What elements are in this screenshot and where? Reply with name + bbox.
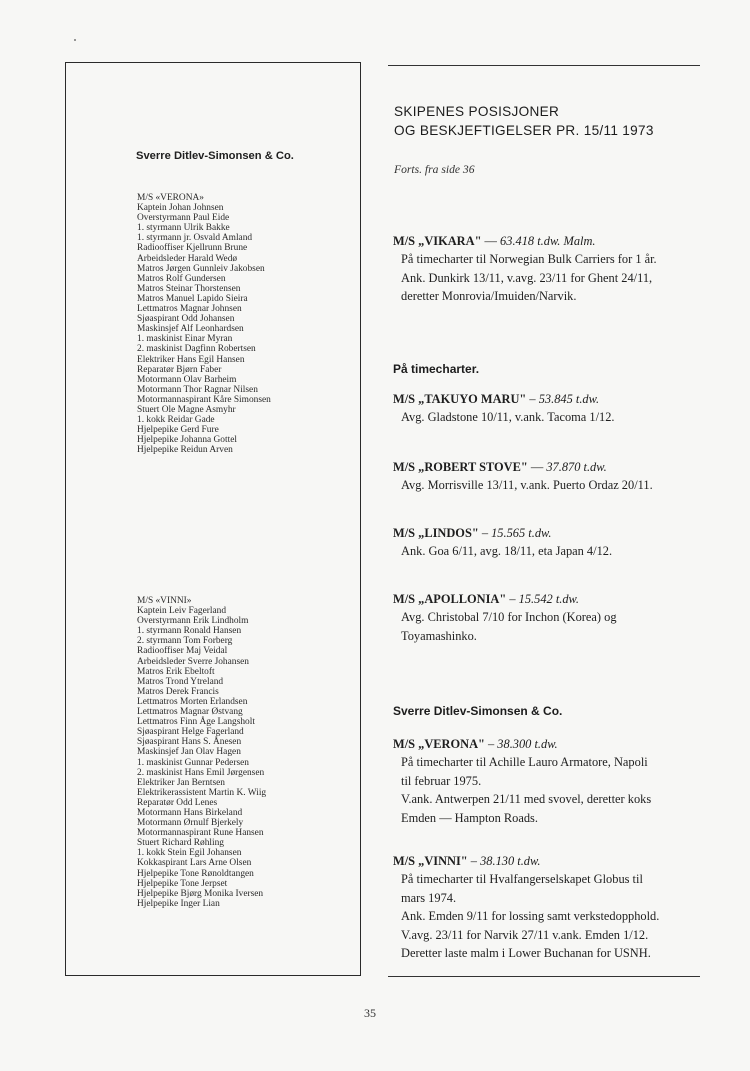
ship-entry-head	[393, 525, 703, 542]
ship-spec: 63.418 t.dw. Malm.	[500, 234, 596, 248]
crew-line: Lettmatros Finn Åge Langsholt	[137, 717, 255, 728]
ship-dash: —	[527, 460, 547, 474]
entry-line: Ank. Goa 6/11, avg. 18/11, eta Japan 4/12.	[401, 544, 613, 558]
section-company: Sverre Ditlev-Simonsen & Co.	[393, 704, 563, 718]
crew-line: Matros Erik Ebeltoft	[137, 666, 215, 677]
crew-line: Sjøaspirant Odd Johansen	[137, 314, 235, 325]
entry-line: Emden — Hampton Roads.	[401, 810, 538, 825]
entry-line: Deretter laste malm i Lower Buchanan for USNH.	[401, 946, 651, 961]
crew-line: Matros Trond Ytreland	[137, 676, 224, 687]
entry-line: Ank. Emden 9/11 for lossing samt verkstedopphold.	[401, 909, 660, 924]
crew-line: Radiooffiser Kjellrunn Brune	[137, 243, 248, 254]
entry-line: mars 1974.	[401, 890, 457, 905]
crew-line: Hjelpepike Bjørg Monika Iversen	[137, 888, 264, 899]
crew-line: Hjelpepike Tone Rønoldtangen	[137, 868, 254, 879]
crew-line: 2. maskinist Hans Emil Jørgensen	[137, 767, 265, 778]
crew-line: M/S «VERONA»	[137, 193, 204, 203]
paper-speck	[74, 39, 76, 41]
entry-line: På timecharter til Norwegian Bulk Carriers for 1 år.	[401, 252, 657, 266]
entry-line: Avg. Morrisville 13/11, v.ank. Puerto Ordaz 20/11.	[401, 478, 653, 492]
crew-line: Kaptein Leiv Fagerland	[137, 606, 227, 617]
crew-line: Overstyrmann Paul Eide	[137, 213, 230, 224]
ship-spec: 38.300 t.dw.	[497, 737, 558, 751]
crew-company-name: Sverre Ditlev-Simonsen & Co.	[136, 150, 294, 162]
crew-line: Matros Derek Francis	[137, 686, 219, 697]
vinni-crew-list	[137, 596, 357, 909]
ship-spec: 15.542 t.dw.	[518, 592, 579, 606]
entry-line: Toyamashinko.	[401, 628, 477, 643]
crew-line: 1. kokk Reidar Gade	[137, 415, 215, 426]
ship-entry-apollonia	[393, 591, 703, 645]
crew-line: Arbeidsleder Harald Wedø	[137, 253, 238, 264]
entry-line: til februar 1975.	[401, 773, 482, 788]
ship-entry-head	[393, 391, 703, 408]
ship-dash: –	[506, 592, 519, 606]
crew-line: Hjelpepike Inger Lian	[137, 898, 220, 909]
crew-line: Stuert Richard Røhling	[137, 838, 224, 849]
crew-line: 1. styrmann Ronald Hansen	[137, 626, 242, 637]
ship-dash: –	[478, 526, 492, 540]
ship-name: M/S „ROBERT STOVE"	[393, 460, 528, 474]
ship-entry-body	[393, 542, 703, 561]
ship-name: M/S „APOLLONIA"	[393, 592, 507, 606]
entry-line: deretter Monrovia/Imuiden/Narvik.	[401, 289, 577, 304]
ship-entry-body	[393, 608, 703, 645]
crew-line: 2. maskinist Dagfinn Robertsen	[137, 344, 256, 355]
ship-spec: 38.130 t.dw.	[480, 854, 541, 868]
ship-dash: —	[481, 234, 501, 248]
entry-line: V.avg. 23/11 for Narvik 27/11 v.ank. Emden 1/12.	[401, 927, 649, 942]
continued-note: Forts. fra side 36	[394, 163, 475, 176]
crew-line: Motormannaspirant Kåre Simonsen	[137, 394, 271, 405]
crew-line: Arbeidsleder Sverre Johansen	[137, 656, 249, 667]
crew-line: Sjøaspirant Helge Fagerland	[137, 727, 244, 738]
crew-line: Hjelpepike Gerd Fure	[137, 425, 219, 436]
heading-line: SKIPENES POSISJONER	[394, 104, 560, 119]
crew-line: Kaptein Johan Johnsen	[137, 203, 224, 214]
crew-line: 1. maskinist Einar Myran	[137, 334, 233, 345]
crew-line: Matros Steinar Thorstensen	[137, 283, 241, 294]
ship-entry-head	[393, 853, 703, 870]
ship-entry-lindos	[393, 525, 703, 561]
entry-line: På timecharter til Achille Lauro Armatore, Napoli	[401, 755, 648, 769]
entry-line: På timecharter til Hvalfangerselskapet Globus til	[401, 872, 643, 886]
ship-name: M/S „VIKARA"	[393, 234, 482, 248]
crew-line: 1. styrmann Ulrik Bakke	[137, 223, 230, 234]
crew-line: 1. maskinist Gunnar Pedersen	[137, 757, 249, 768]
page-heading	[394, 102, 654, 140]
crew-line: 1. styrmann jr. Osvald Amland	[137, 233, 253, 244]
verona-crew-list	[137, 193, 357, 455]
ship-entry-robert-stove	[393, 459, 703, 495]
crew-line: Overstyrmann Erik Lindholm	[137, 616, 249, 627]
ship-spec: 37.870 t.dw.	[546, 460, 607, 474]
crew-line: Motormann Hans Birkeland	[137, 807, 243, 818]
crew-line: Elektriker Hans Egil Hansen	[137, 354, 245, 365]
crew-line: Lettmatros Magnar Johnsen	[137, 304, 242, 315]
ship-dash: –	[526, 392, 539, 406]
crew-line: Elektriker Jan Berntsen	[137, 777, 225, 788]
crew-line: Lettmatros Magnar Østvang	[137, 707, 243, 718]
ship-name: M/S „VERONA"	[393, 737, 485, 751]
crew-line: Matros Jørgen Gunnleiv Jakobsen	[137, 263, 265, 274]
crew-line: Motormann Ørnulf Bjerkely	[137, 818, 244, 829]
crew-line: 2. styrmann Tom Forberg	[137, 636, 233, 647]
crew-line: Stuert Ole Magne Asmyhr	[137, 404, 236, 415]
ship-entry-body	[393, 250, 703, 306]
ship-entry-head	[393, 591, 703, 608]
ship-entry-head	[393, 459, 703, 476]
ship-name: M/S „VINNI"	[393, 854, 468, 868]
ship-dash: –	[484, 737, 498, 751]
page-number: 35	[364, 1006, 376, 1020]
crew-line: Motormann Thor Ragnar Nilsen	[137, 384, 258, 395]
crew-line: Maskinsjef Jan Olav Hagen	[137, 747, 241, 758]
crew-line: 1. kokk Stein Egil Johansen	[137, 848, 242, 859]
crew-line: Matros Manuel Lapido Sieira	[137, 293, 248, 304]
ship-entry-vikara	[393, 233, 703, 306]
entry-line: Avg. Gladstone 10/11, v.ank. Tacoma 1/12.	[401, 410, 615, 424]
crew-line: Hjelpepike Johanna Gottel	[137, 435, 237, 446]
ship-spec: 15.565 t.dw.	[491, 526, 552, 540]
crew-line: Motormann Olav Barheim	[137, 374, 237, 385]
ship-entry-body	[393, 408, 703, 427]
ship-entry-head	[393, 233, 703, 250]
top-rule	[388, 65, 700, 66]
ship-name: M/S „LINDOS"	[393, 526, 479, 540]
ship-entry-body	[393, 870, 703, 963]
section-timecharter: På timecharter.	[393, 362, 480, 376]
ship-entry-head	[393, 736, 703, 753]
crew-line: Radiooffiser Maj Veidal	[137, 646, 228, 657]
crew-line: M/S «VINNI»	[137, 596, 192, 606]
crew-line: Sjøaspirant Hans S. Ånesen	[137, 737, 242, 748]
crew-line: Hjelpepike Tone Jerpset	[137, 878, 228, 889]
ship-entry-body	[393, 753, 703, 827]
crew-line: Reparatør Odd Lenes	[137, 797, 218, 808]
ship-name: M/S „TAKUYO MARU"	[393, 392, 527, 406]
crew-line: Lettmatros Morten Erlandsen	[137, 696, 248, 707]
crew-line: Maskinsjef Alf Leonhardsen	[137, 324, 244, 335]
entry-line: Ank. Dunkirk 13/11, v.avg. 23/11 for Ghent 24/11,	[401, 270, 653, 285]
crew-line: Motormannaspirant Rune Hansen	[137, 828, 264, 839]
crew-line: Elektrikerassistent Martin K. Wiig	[137, 787, 267, 798]
ship-dash: –	[467, 854, 481, 868]
entry-line: Avg. Christobal 7/10 for Inchon (Korea) og	[401, 610, 617, 624]
heading-line: OG BESKJEFTIGELSER PR. 15/11 1973	[394, 123, 654, 138]
entry-line: V.ank. Antwerpen 21/11 med svovel, deretter koks	[401, 792, 652, 807]
ship-entry-body	[393, 476, 703, 495]
ship-entry-vinni	[393, 853, 703, 963]
bottom-rule	[388, 976, 700, 977]
ship-spec: 53.845 t.dw.	[538, 392, 600, 406]
ship-entry-verona	[393, 736, 703, 827]
crew-line: Kokkaspirant Lars Arne Olsen	[137, 858, 252, 869]
ship-entry-takuyo-maru	[393, 391, 703, 427]
crew-line: Matros Rolf Gundersen	[137, 273, 226, 284]
crew-line: Reparatør Bjørn Faber	[137, 364, 222, 375]
crew-line: Hjelpepike Reidun Arven	[137, 445, 233, 456]
